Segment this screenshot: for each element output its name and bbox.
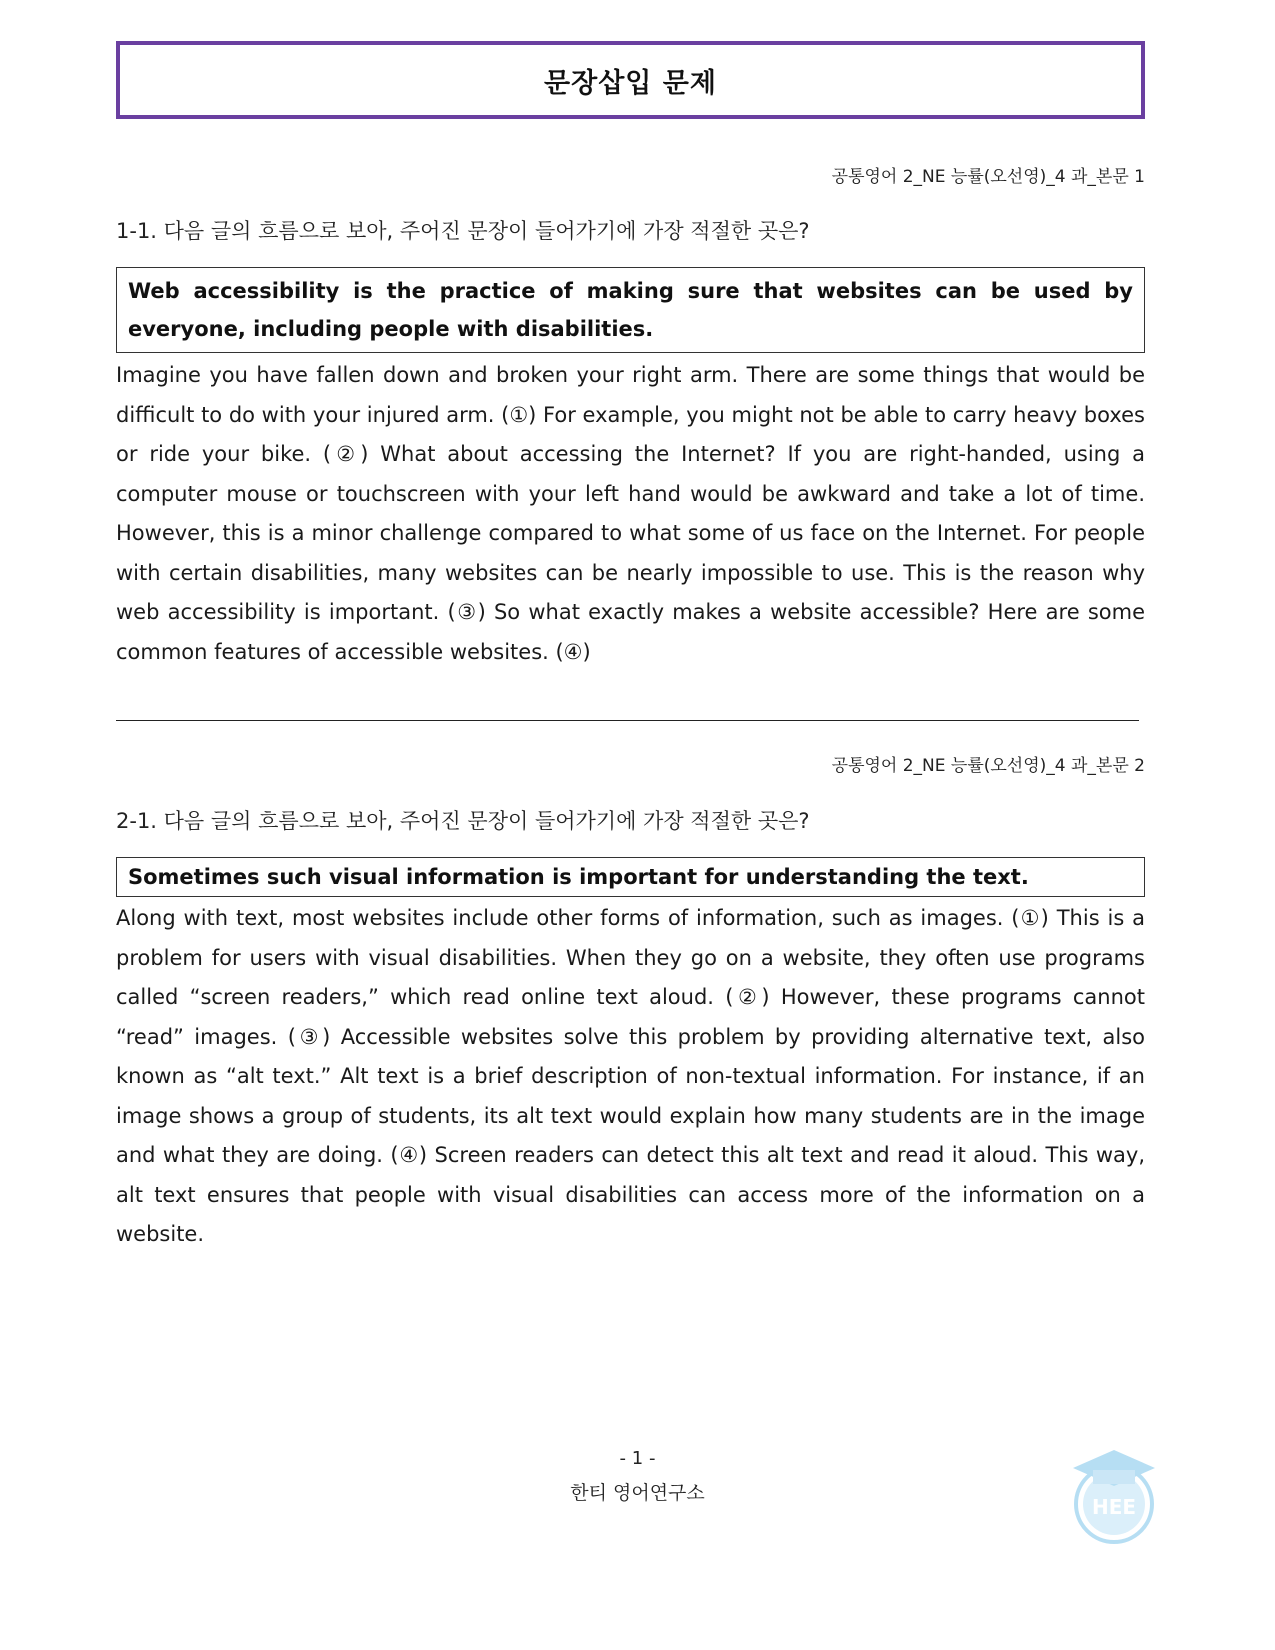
- page-content: [116, 41, 1145, 1255]
- logo-text: HEE: [1091, 1495, 1137, 1519]
- passage-1: Imagine you have fallen down and broken your right arm. There are some things that would be difficult to do with your injured arm. (①) For example, you might not be able to carry heavy boxes or ride your bike. (②) What about accessing the Internet? If you are right-handed, using a computer mouse or touchscreen with your left hand would be awkward and take a lot of time. However, this is a minor challenge compared to what some of us face on the Internet. For people with certain disabilities, many websites can be nearly impossible to use. This is the reason why web accessibility is important. (③) So what exactly makes a website accessible? Here are some common features of accessible websites. (④): [116, 363, 1145, 664]
- page-number: - 1 -: [619, 1448, 656, 1469]
- source-label-2: 공통영어 2_NE 능률(오선영)_4 과_본문 2: [831, 756, 1145, 776]
- question-prompt-1: 1-1. 다음 글의 흐름으로 보아, 주어진 문장이 들어가기에 가장 적절한 곳은?: [116, 219, 810, 243]
- source-label-1: 공통영어 2_NE 능률(오선영)_4 과_본문 1: [831, 167, 1145, 187]
- page-title: 문장삽입 문제: [544, 67, 717, 99]
- given-sentence-1: Web accessibility is the practice of making sure that websites can be used by everyone, including people with disabilities.: [116, 267, 1145, 353]
- title-box: [116, 41, 1145, 119]
- passage-2: Along with text, most websites include other forms of information, such as images. (①) This is a problem for users with visual disabilities. When they go on a website, they often use programs called “screen readers,” which read online text aloud. (②) However, these programs cannot “read” images. (③) Accessible websites solve this problem by providing alternative text, also known as “alt text.” Alt text is a brief description of non-textual information. For instance, if an image shows a group of students, its alt text would explain how many students are in the image and what they are doing. (④) Screen readers can detect this alt text and read it aloud. This way, alt text ensures that people with visual disabilities can access more of the information on a website.: [116, 906, 1145, 1246]
- section-divider: [116, 720, 1139, 721]
- publisher-name: 한티 영어연구소: [570, 1482, 705, 1504]
- given-sentence-2: Sometimes such visual information is important for understanding the text.: [116, 857, 1145, 897]
- question-prompt-2: 2-1. 다음 글의 흐름으로 보아, 주어진 문장이 들어가기에 가장 적절한 곳은?: [116, 809, 810, 833]
